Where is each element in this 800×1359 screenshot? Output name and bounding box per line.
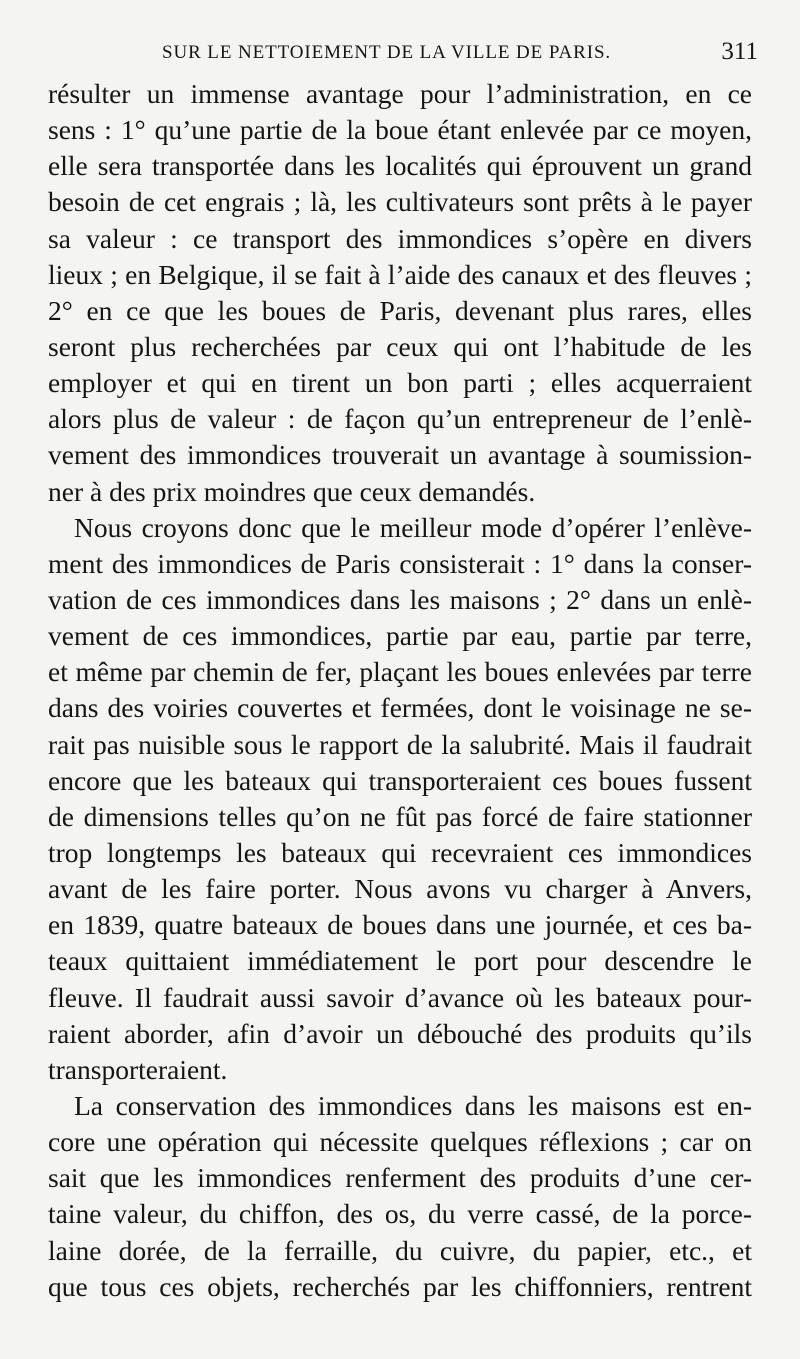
- text-line: seront plus recherchées par ceux qui ont l’habitude de les: [48, 330, 752, 362]
- text-line: lieux ; en Belgique, il se fait à l’aide des canaux et des fleuves ;: [48, 258, 752, 290]
- page-header: [48, 38, 758, 74]
- text-line: alors plus de valeur : de façon qu’un entrepreneur de l’enlè-: [48, 403, 752, 435]
- text-line: employer et qui en tirent un bon parti ; elles acquerraient: [48, 367, 752, 399]
- text-line: résulter un immense avantage pour l’administration, en ce: [48, 78, 752, 109]
- text-line: transporteraient.: [48, 1053, 228, 1085]
- text-line: taine valeur, du chiffon, des os, du verre cassé, de la porce-: [48, 1198, 752, 1230]
- text-line: laine dorée, de la ferraille, du cuivre, du papier, etc., et: [48, 1234, 752, 1266]
- text-line: que tous ces objets, recherchés par les chiffonniers, rentrent: [48, 1270, 752, 1302]
- running-title: SUR LE NETTOIEMENT DE LA VILLE DE PARIS.: [162, 42, 612, 63]
- text-line: sa valeur : ce transport des immondices s’opère en divers: [48, 222, 752, 254]
- text-line: avant de les faire porter. Nous avons vu charger à Anvers,: [48, 873, 752, 905]
- text-line: sait que les immondices renferment des produits d’une cer-: [48, 1162, 752, 1194]
- text-line: de dimensions telles qu’on ne fût pas forcé de faire stationner: [48, 800, 752, 832]
- text-line: raient aborder, afin d’avoir un débouché des produits qu’ils: [48, 1017, 752, 1049]
- text-line: ner à des prix moindres que ceux demandés.: [48, 475, 536, 507]
- text-line: dans des voiries couvertes et fermées, dont le voisinage ne se-: [48, 692, 752, 724]
- text-line: vement de ces immondices, partie par eau, partie par terre,: [48, 620, 752, 652]
- text-line: trop longtemps les bateaux qui recevraient ces immondices: [48, 836, 752, 868]
- text-line: core une opération qui nécessite quelques réflexions ; car on: [48, 1126, 752, 1158]
- paragraph-start: Nous croyons donc que le meilleur mode d’opérer l’enlève-: [74, 511, 752, 543]
- text-line: vement des immondices trouverait un avantage à soumission-: [48, 439, 752, 471]
- text-line: vation de ces immondices dans les maisons ; 2° dans un enlè-: [48, 583, 752, 615]
- body-text: [48, 76, 752, 1305]
- paragraph-start: La conservation des immondices dans les maisons est en-: [74, 1089, 752, 1121]
- text-line: besoin de cet engrais ; là, les cultivateurs sont prêts à le payer: [48, 186, 752, 218]
- text-line: teaux quittaient immédiatement le port pour descendre le: [48, 945, 752, 977]
- text-line: 2° en ce que les boues de Paris, devenant plus rares, elles: [48, 294, 752, 326]
- text-line: rait pas nuisible sous le rapport de la salubrité. Mais il faudrait: [48, 728, 752, 760]
- text-line: fleuve. Il faudrait aussi savoir d’avance où les bateaux pour-: [48, 981, 752, 1013]
- text-line: ment des immondices de Paris consisterait : 1° dans la conser-: [48, 547, 752, 579]
- text-line: sens : 1° qu’une partie de la boue étant enlevée par ce moyen,: [48, 114, 752, 146]
- text-line: encore que les bateaux qui transporteraient ces boues fussent: [48, 764, 752, 796]
- page-number: 311: [721, 38, 758, 65]
- text-line: elle sera transportée dans les localités qui éprouvent un grand: [48, 150, 752, 182]
- text-line: en 1839, quatre bateaux de boues dans une journée, et ces ba-: [48, 909, 752, 941]
- text-line: et même par chemin de fer, plaçant les boues enlevées par terre: [48, 656, 752, 688]
